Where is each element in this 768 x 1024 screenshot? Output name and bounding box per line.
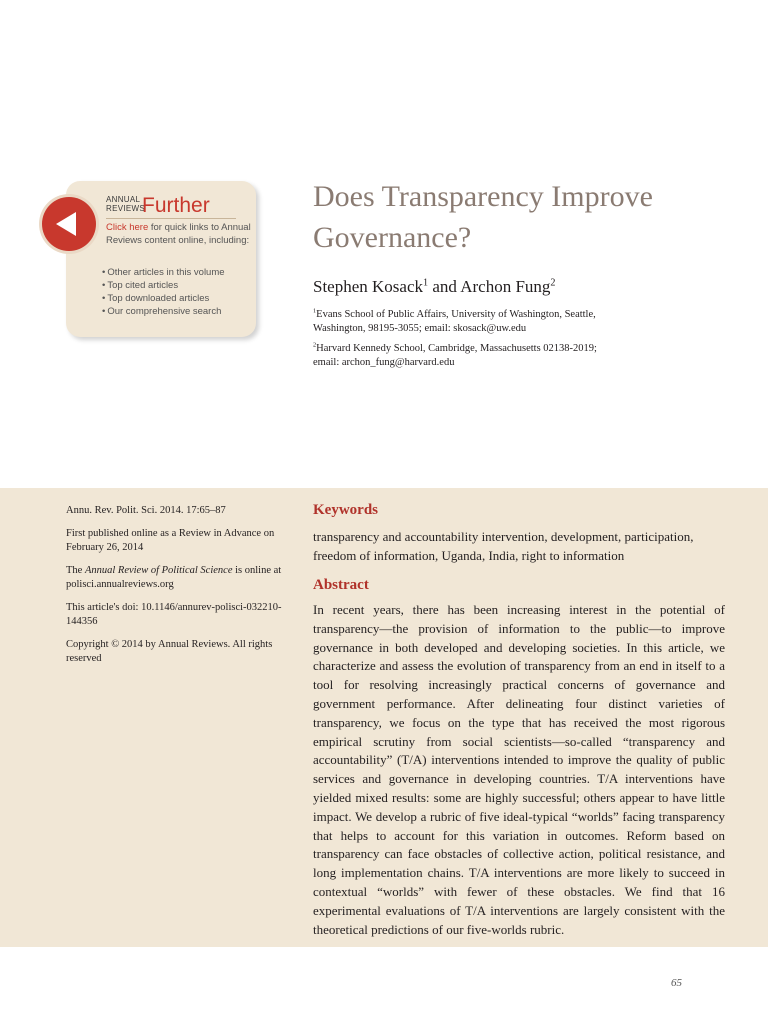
- brand-small-line2: REVIEWS: [106, 204, 145, 213]
- publication-date: First published online as a Review in Advance on February 26, 2014: [66, 528, 275, 553]
- further-intro: [106, 222, 256, 247]
- brand-small-line1: ANNUAL: [106, 195, 141, 204]
- author-affiliation-mark: 2: [550, 277, 556, 289]
- author-name: Archon Fung: [460, 277, 551, 296]
- authors: [313, 276, 556, 298]
- article-title: Does Transparency Improve Governance?: [313, 180, 653, 254]
- left-arrow-icon[interactable]: [42, 197, 96, 251]
- affiliation-mark: 2: [313, 341, 317, 349]
- author-affiliation-mark: 1: [423, 277, 429, 289]
- click-here-link[interactable]: Click here: [106, 222, 149, 233]
- copyright: Copyright © 2014 by Annual Reviews. All rights reserved: [66, 639, 273, 664]
- page-number: 65: [671, 977, 682, 989]
- further-divider: [106, 218, 236, 219]
- affiliation-text: Harvard Kennedy School, Cambridge, Massachusetts 02138-2019; email: archon_fung@harvard.edu: [313, 343, 597, 368]
- citation-info: Annu. Rev. Polit. Sci. 2014. 17:65–87: [66, 505, 226, 516]
- journal-online-info: [66, 564, 286, 592]
- affiliation-text: Evans School of Public Affairs, University of Washington, Seattle, Washington, 98195-3055; email: skosack@uw.edu: [313, 309, 596, 334]
- affiliation: [313, 308, 613, 336]
- authors-conjunction: and: [428, 277, 461, 296]
- abstract-heading: Abstract: [313, 577, 369, 593]
- further-link-item[interactable]: • Top cited articles: [102, 279, 252, 292]
- journal-name: Annual Review of Political Science: [84, 565, 233, 576]
- keywords-text: transparency and accountability intervention, development, participation, freedom of information, Uganda, India, right to information: [313, 529, 694, 563]
- doi: This article's doi: 10.1146/annurev-polisci-032210-144356: [66, 602, 282, 627]
- further-intro-text: for quick links to Annual Reviews content online, including:: [106, 222, 251, 246]
- affiliation: [313, 342, 613, 370]
- affiliation-mark: 1: [313, 307, 317, 315]
- further-link-item[interactable]: • Other articles in this volume: [102, 266, 252, 279]
- further-link-list: [102, 266, 252, 318]
- keywords-heading: Keywords: [313, 502, 378, 518]
- further-link-item[interactable]: • Top downloaded articles: [102, 292, 252, 305]
- online-prefix: The: [66, 565, 85, 576]
- annual-reviews-logo: [106, 194, 210, 217]
- online-suffix: is online at polisci.annualreviews.org: [66, 565, 282, 590]
- author-name: Stephen Kosack: [313, 277, 424, 296]
- further-link-item[interactable]: • Our comprehensive search: [102, 305, 252, 318]
- brand-further: Further: [142, 194, 210, 217]
- abstract-text: In recent years, there has been increasing interest in the potential of transparency—the provision of information to the public—to improve governance in both developed and developing societies. In this article, we characterize and assess the evolution of transparency from an end in itself to a tool for resolving increasingly practical concerns of governance and government performance. After delineating four distinct varieties of transparency, we focus on the type that has received the most rigorous empirical scrutiny from social scientists—so-called “transparency and accountability” (T/A) interventions intended to improve the quality of public services and governance in developing countries. T/A interventions have yielded mixed results: some are highly successful; others appear to have little impact. We develop a rubric of five ideal-typical “worlds” facing transparency that helps to account for this variation in outcomes. Reform based on transparency can face obstacles of collective action, political resistance, and long implementation chains. T/A interventions are more likely to succeed in contextual “worlds” with fewer of these obstacles. We find that 16 experimental evaluations of T/A interventions are largely consistent with the theoretical predictions of our five-worlds rubric.: [313, 602, 725, 937]
